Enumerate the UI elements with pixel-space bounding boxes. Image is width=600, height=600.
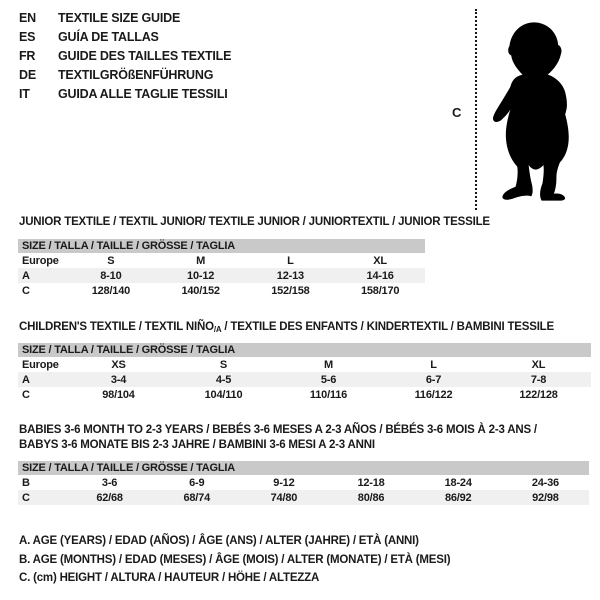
size-value-cell: 10-12 bbox=[156, 268, 246, 283]
babies-section-title bbox=[19, 423, 537, 453]
language-list bbox=[19, 9, 231, 104]
row-label-cell: C bbox=[18, 490, 66, 505]
babies-size-table bbox=[18, 461, 589, 505]
size-value-cell: 12-13 bbox=[246, 268, 336, 283]
children-size-table bbox=[18, 343, 591, 402]
legend-notes bbox=[19, 532, 450, 588]
size-value-cell: 3-4 bbox=[66, 372, 171, 387]
size-value-cell: 74/80 bbox=[240, 490, 327, 505]
size-header-row bbox=[18, 343, 591, 357]
language-code: ES bbox=[19, 30, 36, 44]
row-label-cell: Europe bbox=[22, 358, 59, 371]
row-label-cell: C bbox=[22, 284, 30, 297]
size-value-cell: 7-8 bbox=[486, 372, 591, 387]
language-row bbox=[19, 85, 231, 104]
size-value-cell: 14-16 bbox=[335, 268, 425, 283]
size-value-cell: 140/152 bbox=[181, 284, 220, 297]
size-value-cell: L bbox=[430, 358, 437, 371]
language-code: FR bbox=[19, 49, 36, 63]
row-label-cell: Europe bbox=[22, 254, 59, 267]
junior-size-table bbox=[18, 239, 425, 298]
children-section-title bbox=[19, 320, 554, 337]
size-value-cell: 8-10 bbox=[66, 268, 156, 283]
language-title: TEXTILGRÖßENFÜHRUNG bbox=[58, 68, 214, 82]
size-value-cell: 86/92 bbox=[415, 490, 502, 505]
language-row bbox=[19, 66, 231, 85]
size-value-cell: 104/110 bbox=[204, 388, 243, 401]
size-header-row bbox=[18, 461, 589, 475]
size-header-row bbox=[18, 239, 425, 253]
size-value-cell: 62/68 bbox=[66, 490, 153, 505]
size-value-cell: 158/170 bbox=[360, 284, 400, 297]
language-row bbox=[19, 47, 231, 66]
language-title: GUIDA ALLE TAGLIE TESSILI bbox=[58, 87, 228, 101]
size-value-cell: 152/158 bbox=[271, 284, 310, 297]
row-label-cell: B bbox=[22, 476, 30, 489]
size-value-cell: 98/104 bbox=[102, 388, 135, 401]
language-code: EN bbox=[19, 11, 36, 25]
table-row bbox=[18, 253, 425, 268]
size-value-cell: 6-7 bbox=[381, 372, 486, 387]
table-row bbox=[18, 268, 425, 283]
size-value-cell: M bbox=[324, 358, 333, 371]
language-row bbox=[19, 9, 231, 28]
size-value-cell: XS bbox=[111, 358, 126, 371]
language-row bbox=[19, 28, 231, 47]
size-value-cell: 80/86 bbox=[327, 490, 414, 505]
row-label-cell: C bbox=[22, 388, 30, 401]
children-title-subscript: /A bbox=[213, 325, 222, 334]
table-row bbox=[18, 357, 591, 372]
size-value-cell: 116/122 bbox=[414, 388, 453, 401]
babies-title-line2: BABYS 3-6 MONATE BIS 2-3 JAHRE / BAMBINI 3-6 MESI A 2-3 ANNI bbox=[19, 439, 375, 451]
baby-silhouette-icon bbox=[486, 5, 586, 212]
table-row bbox=[18, 372, 591, 387]
size-value-cell: 68/74 bbox=[153, 490, 240, 505]
size-header-band: SIZE / TALLA / TAILLE / GRÖSSE / TAGLIA bbox=[18, 343, 591, 357]
table-row bbox=[18, 387, 591, 402]
size-value-cell: 9-12 bbox=[273, 476, 295, 489]
size-value-cell: 12-18 bbox=[357, 476, 385, 489]
children-title-part: CHILDREN'S TEXTILE / TEXTIL NIÑO bbox=[19, 321, 214, 333]
size-value-cell: S bbox=[219, 358, 228, 371]
table-row bbox=[18, 283, 425, 298]
height-measure-label: C bbox=[452, 105, 462, 120]
size-value-cell: XL bbox=[373, 254, 387, 267]
note-age-months: B. AGE (MONTHS) / EDAD (MESES) / ÂGE (MOIS) / ALTER (MONATE) / ETÀ (MESI) bbox=[19, 553, 451, 566]
language-title: GUÍA DE TALLAS bbox=[58, 30, 159, 44]
size-value-cell: S bbox=[107, 254, 115, 267]
babies-title-line1: BABIES 3-6 MONTH TO 2-3 YEARS / BEBÉS 3-6 MESES A 2-3 AÑOS / BÉBÉS 3-6 MOIS À 2-3 ANS / bbox=[19, 424, 537, 436]
note-age-years: A. AGE (YEARS) / EDAD (AÑOS) / ÂGE (ANS) / ALTER (JAHRE) / ETÀ (ANNI) bbox=[19, 535, 419, 547]
size-value-cell: 18-24 bbox=[444, 476, 472, 489]
size-value-cell: XL bbox=[531, 358, 546, 371]
size-value-cell: 24-36 bbox=[531, 476, 559, 489]
size-value-cell: 3-6 bbox=[101, 476, 118, 489]
size-value-cell: 4-5 bbox=[171, 372, 276, 387]
size-value-cell: 110/116 bbox=[309, 388, 348, 401]
size-header-band: SIZE / TALLA / TAILLE / GRÖSSE / TAGLIA bbox=[18, 239, 425, 253]
language-title: GUIDE DES TAILLES TEXTILE bbox=[58, 49, 232, 63]
size-value-cell: 92/98 bbox=[502, 490, 589, 505]
language-title: TEXTILE SIZE GUIDE bbox=[58, 11, 181, 25]
table-row bbox=[18, 475, 589, 490]
language-code: DE bbox=[19, 68, 36, 82]
size-value-cell: 122/128 bbox=[519, 388, 558, 401]
size-value-cell: 6-9 bbox=[189, 476, 205, 489]
size-value-cell: 128/140 bbox=[91, 284, 131, 297]
size-header-band: SIZE / TALLA / TAILLE / GRÖSSE / TAGLIA bbox=[18, 461, 589, 475]
size-value-cell: M bbox=[196, 254, 206, 267]
language-code: IT bbox=[19, 87, 30, 101]
height-measure-line bbox=[475, 9, 477, 210]
size-value-cell: L bbox=[287, 254, 294, 267]
children-title-part: / TEXTILE DES ENFANTS / KINDERTEXTIL / BAMBINI TESSILE bbox=[221, 321, 554, 333]
junior-section-title: JUNIOR TEXTILE / TEXTIL JUNIOR/ TEXTILE JUNIOR / JUNIORTEXTIL / JUNIOR TESSILE bbox=[19, 216, 490, 228]
note-height-cm: C. (cm) HEIGHT / ALTURA / HAUTEUR / HÖHE / ALTEZZA bbox=[19, 572, 320, 584]
table-row bbox=[18, 490, 589, 505]
row-label-cell: A bbox=[18, 268, 66, 283]
row-label-cell: A bbox=[18, 372, 66, 387]
size-value-cell: 5-6 bbox=[276, 372, 381, 387]
